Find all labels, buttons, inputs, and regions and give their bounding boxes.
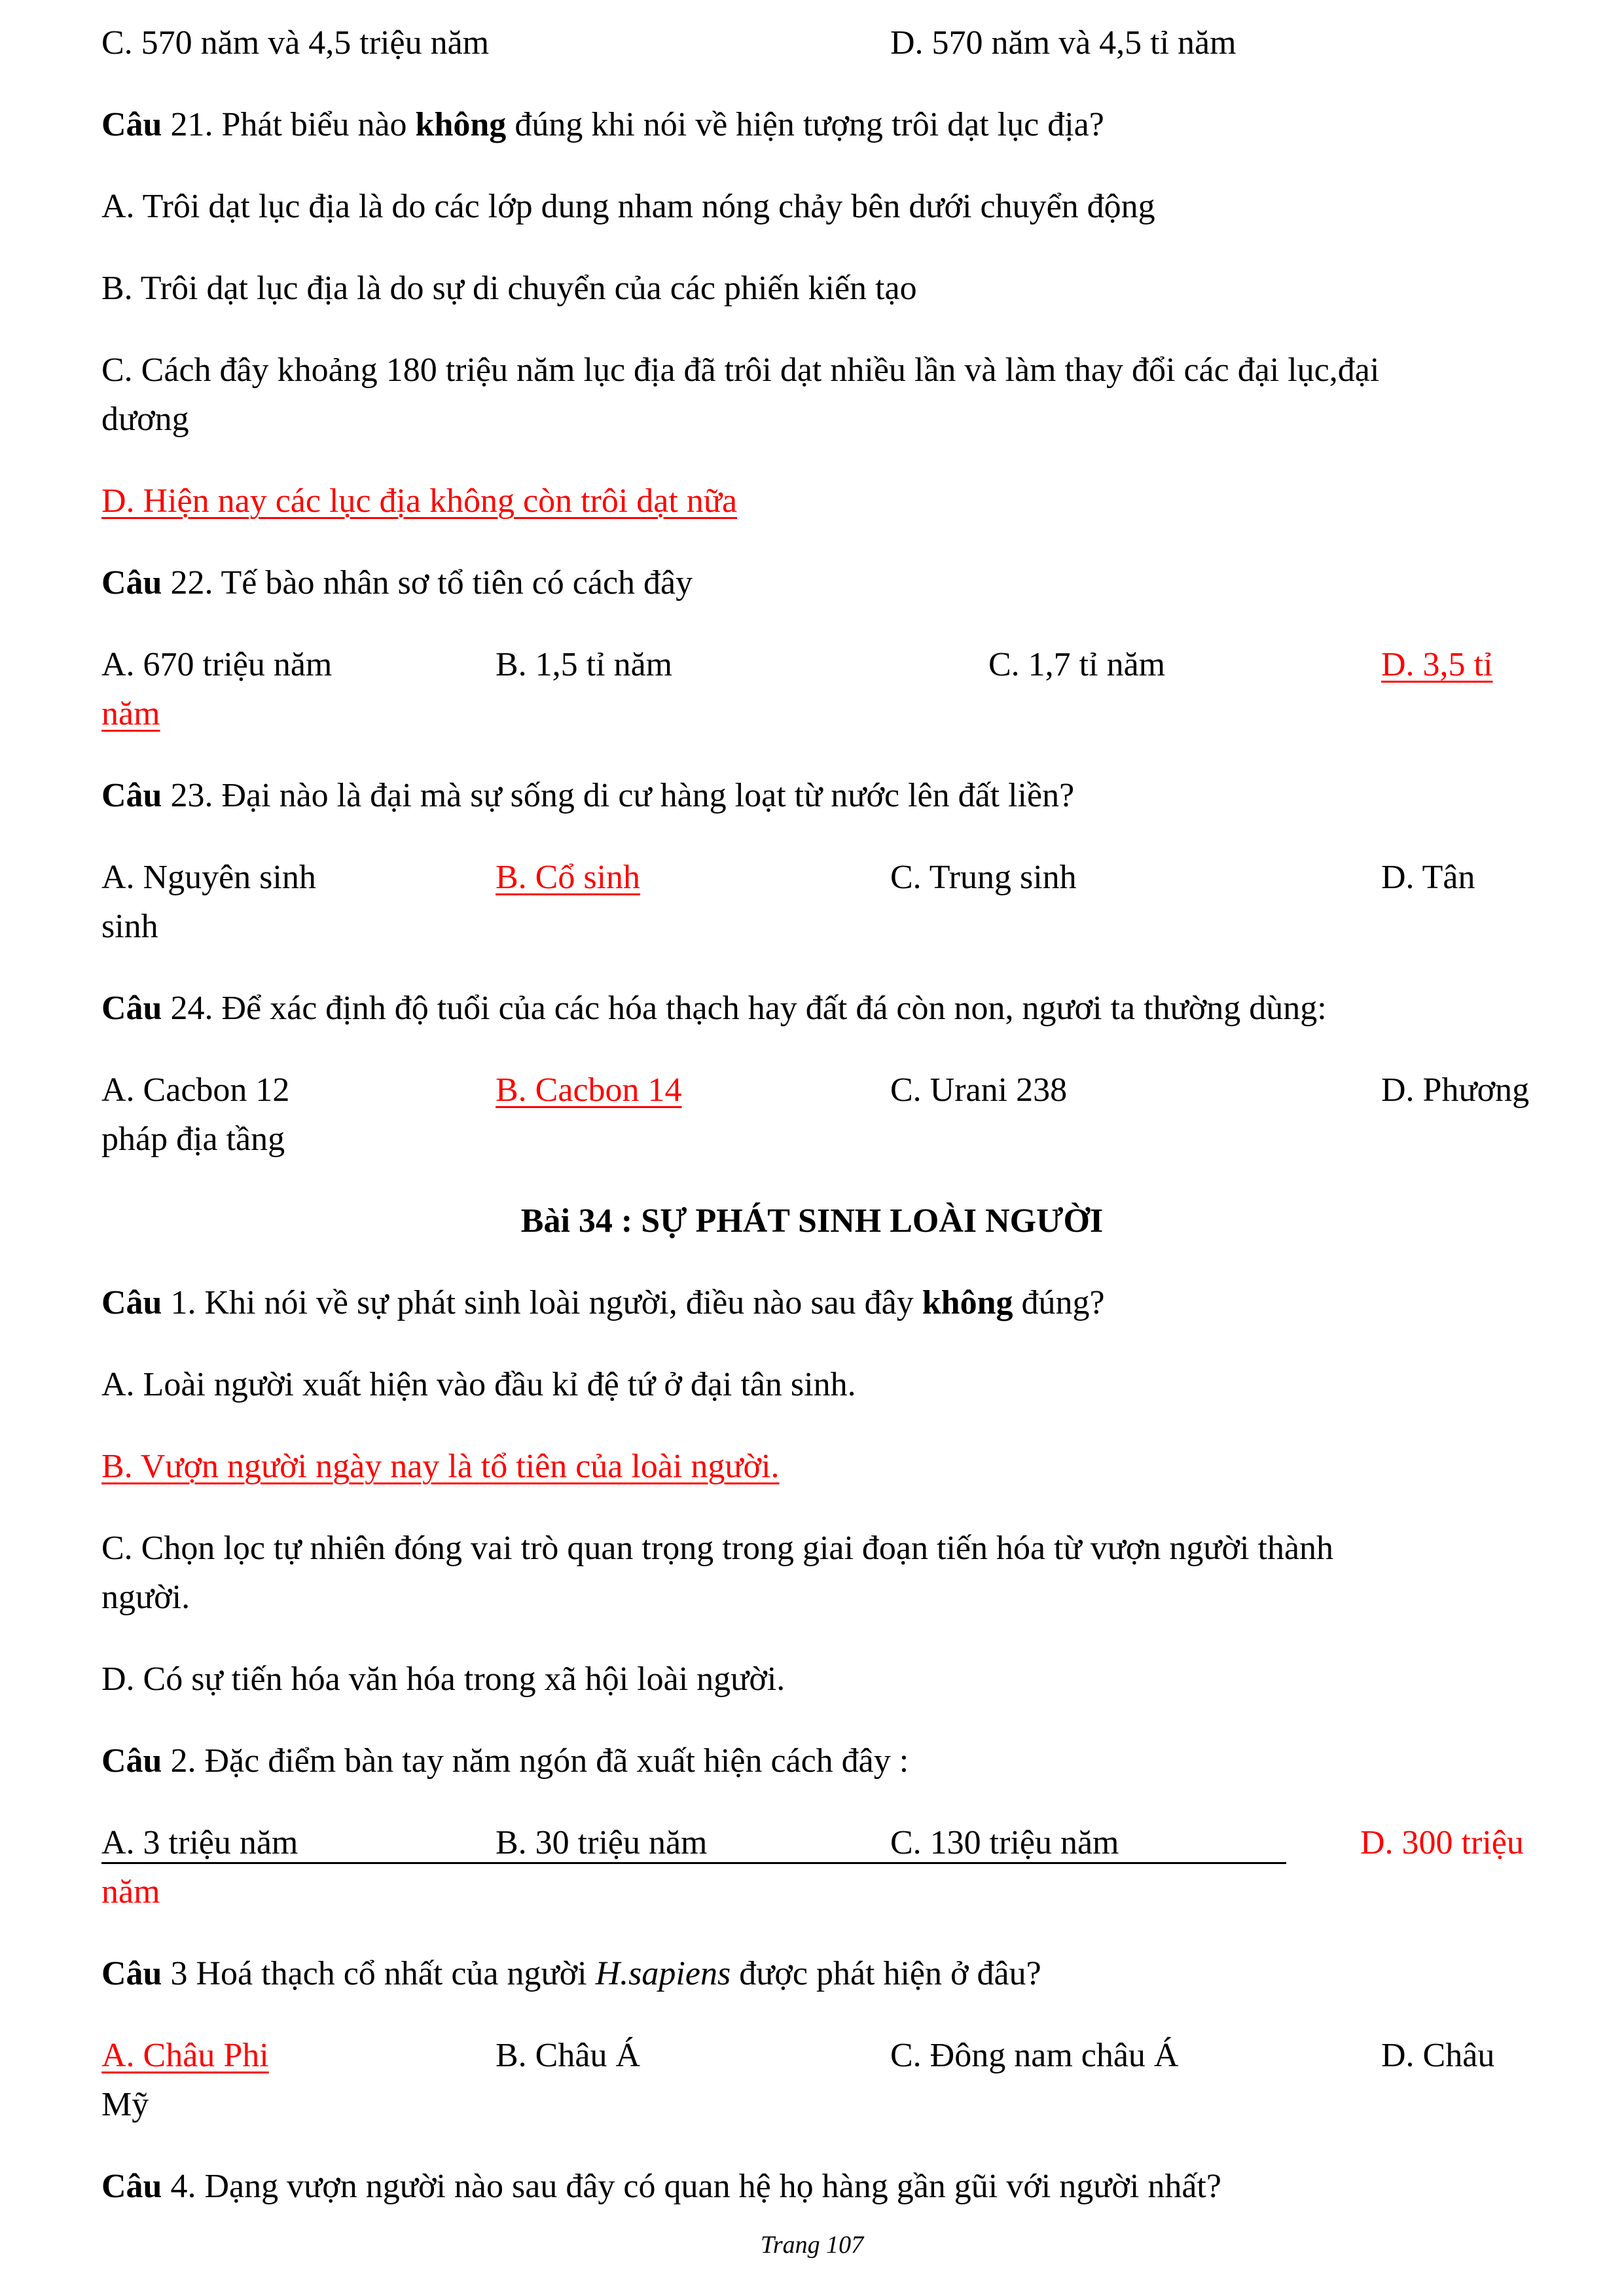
option-a: A. Cacbon 12	[101, 1071, 290, 1109]
option-c: C. Đông nam châu Á	[890, 2037, 1179, 2074]
option-c-continued: dương	[101, 401, 189, 438]
option-d: D. 570 năm và 4,5 tỉ năm	[890, 24, 1236, 62]
correct-answer-d-continued: năm	[101, 1873, 160, 1910]
option-d: D. Phương	[1381, 1071, 1530, 1109]
option-c: C. 130 triệu năm	[890, 1824, 1119, 1861]
option-c: C. 1,7 tỉ năm	[988, 646, 1166, 683]
option-c: C. 570 năm và 4,5 triệu năm	[101, 24, 490, 62]
option-b: B. 30 triệu năm	[496, 1824, 708, 1861]
correct-answer-d: D. Hiện nay các lục địa không còn trôi dạt nữa	[101, 482, 738, 520]
question-label: Câu	[101, 106, 162, 143]
option-d: D. Tân	[1381, 859, 1475, 896]
question-23-stem: Câu 23. Đại nào là đại mà sự sống di cư hàng loạt từ nước lên đất liền?	[101, 777, 1075, 814]
correct-answer-b: B. Cổ sinh	[496, 859, 641, 896]
correct-answer-d: D. 3,5 tỉ	[1381, 646, 1493, 683]
option-b: B. Châu Á	[496, 2037, 640, 2074]
option-d: D. Có sự tiến hóa văn hóa trong xã hội loài người.	[101, 1660, 785, 1698]
correct-answer-d: D. 300 triệu	[1360, 1824, 1524, 1861]
option-a: A. 670 triệu năm	[101, 646, 333, 683]
question-24-stem: Câu 24. Để xác định độ tuổi của các hóa thạch hay đất đá còn non, ngươi ta thường dùng:	[101, 990, 1327, 1027]
option-a: A. Nguyên sinh	[101, 859, 316, 896]
option-c: C. Chọn lọc tự nhiên đóng vai trò quan trọng trong giai đoạn tiến hóa từ vượn người thành	[101, 1530, 1334, 1567]
option-d: D. Châu	[1381, 2037, 1495, 2074]
correct-answer-b: B. Cacbon 14	[496, 1071, 682, 1109]
option-c: C. Urani 238	[890, 1071, 1068, 1109]
option-a: A. Loài người xuất hiện vào đầu kỉ đệ tứ ở đại tân sinh.	[101, 1366, 856, 1403]
option-c: C. Cách đây khoảng 180 triệu năm lục địa đã trôi dạt nhiều lần và làm thay đổi các đại lục,đại	[101, 351, 1380, 389]
option-d-continued: sinh	[101, 908, 158, 945]
section-title: Bài 34 : SỰ PHÁT SINH LOÀI NGƯỜI	[520, 1202, 1104, 1240]
option-c-continued: người.	[101, 1579, 190, 1616]
question-2-stem: Câu 2. Đặc điểm bàn tay năm ngón đã xuất hiện cách đây :	[101, 1742, 909, 1780]
option-c: C. Trung sinh	[890, 859, 1077, 896]
option-b: B. Trôi dạt lục địa là do sự di chuyển của các phiến kiến tạo	[101, 270, 917, 307]
question-1-stem: Câu 1. Khi nói về sự phát sinh loài người, điều nào sau đây không đúng?	[101, 1284, 1105, 1321]
underline-rule	[101, 1862, 1286, 1864]
option-a: A. Trôi dạt lục địa là do các lớp dung nham nóng chảy bên dưới chuyển động	[101, 188, 1155, 225]
question-22-stem: Câu 22. Tế bào nhân sơ tổ tiên có cách đây	[101, 564, 693, 601]
option-d-continued: Mỹ	[101, 2086, 149, 2123]
question-21-stem: Câu 21. Phát biểu nào không đúng khi nói về hiện tượng trôi dạt lục địa?	[101, 106, 1104, 143]
correct-answer-a: A. Châu Phi	[101, 2037, 269, 2074]
option-d-continued: pháp địa tầng	[101, 1121, 285, 1158]
question-3-stem: Câu 3 Hoá thạch cổ nhất của người H.sapiens được phát hiện ở đâu?	[101, 1955, 1041, 1992]
page-number: Trang 107	[760, 2231, 864, 2259]
correct-answer-d-continued: năm	[101, 695, 160, 732]
question-4-stem: Câu 4. Dạng vượn người nào sau đây có quan hệ họ hàng gần gũi với người nhất?	[101, 2168, 1221, 2205]
option-a: A. 3 triệu năm	[101, 1824, 298, 1861]
option-b: B. 1,5 tỉ năm	[496, 646, 673, 683]
correct-answer-b: B. Vượn người ngày nay là tổ tiên của loài người.	[101, 1448, 780, 1485]
